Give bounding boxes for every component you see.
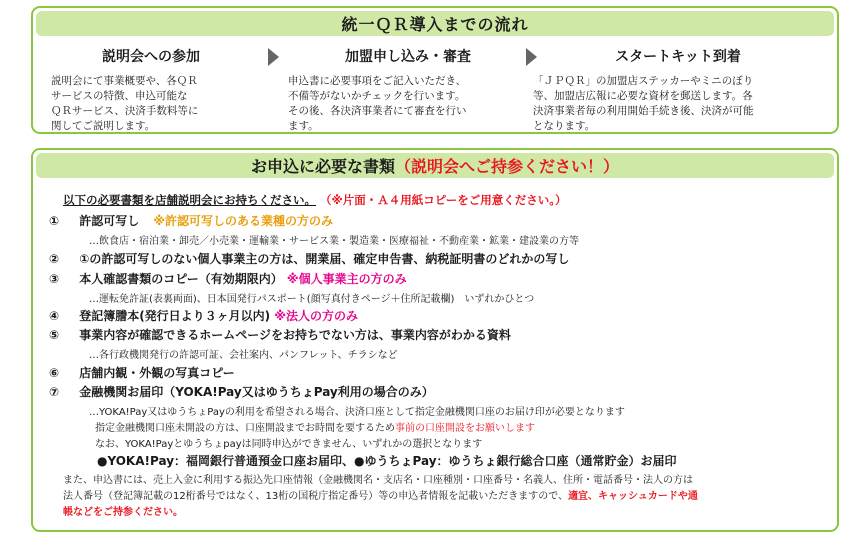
- item-number: ②: [49, 252, 60, 266]
- document-item-2: [49, 250, 569, 267]
- item7-line-2-emphasis: 事前の口座開設をお願いします: [395, 423, 535, 434]
- arrow-right-icon: [268, 48, 279, 66]
- document-item-3: [49, 270, 407, 287]
- documents-intro: [63, 192, 566, 208]
- footer-line-1: また、申込書には、売上入金に利用する振込先口座情報（金融機関名・支店名・口座種別・口座番号・名義人、住所・電話番号・法人の方は: [63, 475, 693, 486]
- item-note: ※法人の方のみ: [274, 309, 359, 323]
- item-label: 本人確認書類のコピー（有効期限内）: [79, 272, 283, 286]
- footer-note: [63, 473, 698, 521]
- item-sub: …各行政機関発行の許認可証、会社案内、パンフレット、チラシなど: [89, 350, 398, 361]
- flow-title: 統一ＱＲ導入までの流れ: [341, 15, 529, 34]
- documents-section: [31, 148, 839, 532]
- item-number: ⑥: [49, 366, 60, 380]
- item7-line-3: なお、YOKA!Payとゆうちょpayは同時申込ができません、いずれかの選択となります: [95, 439, 483, 450]
- item-number: ⑦: [49, 385, 60, 399]
- footer-line-2-text: 法人番号（登記簿記載の12桁番号ではなく、13桁の国税庁指定番号）等の申込者情報を記載いただきますので、: [63, 491, 569, 502]
- step-body: 説明会にて事業概要や、各ＱＲ サービスの特徴、申込可能な ＱＲサービス、決済手数料等に 関してご説明します。: [51, 75, 199, 132]
- footer-line-2-emphasis: 適宜、キャッシュカードや通: [568, 491, 698, 502]
- step-briefing: [51, 46, 251, 134]
- item-number: ④: [49, 309, 60, 323]
- intro-note: （※片面・Ａ４用紙コピーをご用意ください。）: [320, 193, 567, 207]
- item-note: ※個人事業主の方のみ: [286, 272, 407, 286]
- item-label: 登記簿謄本(発行日より３ヶ月以内): [79, 309, 271, 323]
- item-label: 許認可写し: [79, 214, 140, 228]
- item-number: ③: [49, 272, 60, 286]
- document-item-6: [49, 364, 235, 381]
- intro-text: 以下の必要書類を店舗説明会にお持ちください。: [63, 193, 316, 207]
- step-title: スタートキット到着: [615, 49, 741, 65]
- flow-header: [36, 11, 834, 36]
- item7-line-1: …YOKA!Pay又はゆうちょPayの利用を希望される場合、決済口座として指定金融機関口座のお届け印が必要となります: [89, 407, 625, 418]
- footer-line-2: [63, 489, 698, 505]
- step-body: 「ＪＰＱＲ」の加盟店ステッカーやミニのぼり 等、加盟店広報に必要な資材を郵送します。各 決済事業者毎の利用開始手続き後、決済が可能 となります。: [533, 75, 754, 132]
- item-label: 事業内容が確認できるホームページをお持ちでない方は、事業内容がわかる資料: [79, 328, 511, 342]
- item-number: ⑤: [49, 328, 60, 342]
- item-note: ※許認可写しのある業種の方のみ: [153, 214, 334, 228]
- document-item-7: [49, 383, 434, 400]
- step-body: 申込書に必要事項をご記入いただき、 不備等がないかチェックを行います。 その後、各決済事業者にて審査を行い ます。: [288, 75, 467, 132]
- step-title: 加盟申し込み・審査: [345, 49, 471, 65]
- item7-line-2-text: 指定金融機関口座未開設の方は、口座開設までお時間を要するため: [95, 423, 395, 434]
- documents-header: [36, 153, 834, 178]
- footer-line-3: 帳などをご持参ください。: [63, 507, 183, 518]
- documents-title-note: （説明会へご持参ください！）: [395, 157, 620, 176]
- step-application: [288, 46, 528, 134]
- document-item-4: [49, 307, 358, 324]
- item7-line-2: [95, 419, 535, 434]
- item-number: ①: [49, 214, 60, 228]
- item-sub: …飲食店・宿泊業・卸売／小売業・運輸業・サービス業・製造業・医療福祉・不動産業・鉱業・建設業の方等: [89, 236, 579, 247]
- flow-section: [31, 6, 839, 134]
- documents-title: お申込に必要な書類: [250, 157, 395, 176]
- step-starter-kit: [533, 46, 823, 134]
- item-label: 店舗内観・外観の写真コピー: [79, 366, 235, 380]
- item-label: 金融機関お届印（YOKA!Pay又はゆうちょPay利用の場合のみ）: [79, 385, 434, 399]
- item-label: ①の許認可写しのない個人事業主の方は、開業届、確定申告書、納税証明書のどれかの写し: [79, 252, 570, 266]
- document-item-1: [49, 212, 333, 229]
- bank-seal-note: ●YOKA!Pay：福岡銀行普通預金口座お届印、●ゆうちょPay：ゆうちょ銀行総合口座（通常貯金）お届印: [97, 454, 677, 468]
- item-sub: …運転免許証(表裏両面)、日本国発行パスポート(顔写真付きページ＋住所記載欄) いずれかひとつ: [89, 294, 535, 305]
- document-item-5: [49, 326, 511, 343]
- step-title: 説明会への参加: [102, 49, 200, 65]
